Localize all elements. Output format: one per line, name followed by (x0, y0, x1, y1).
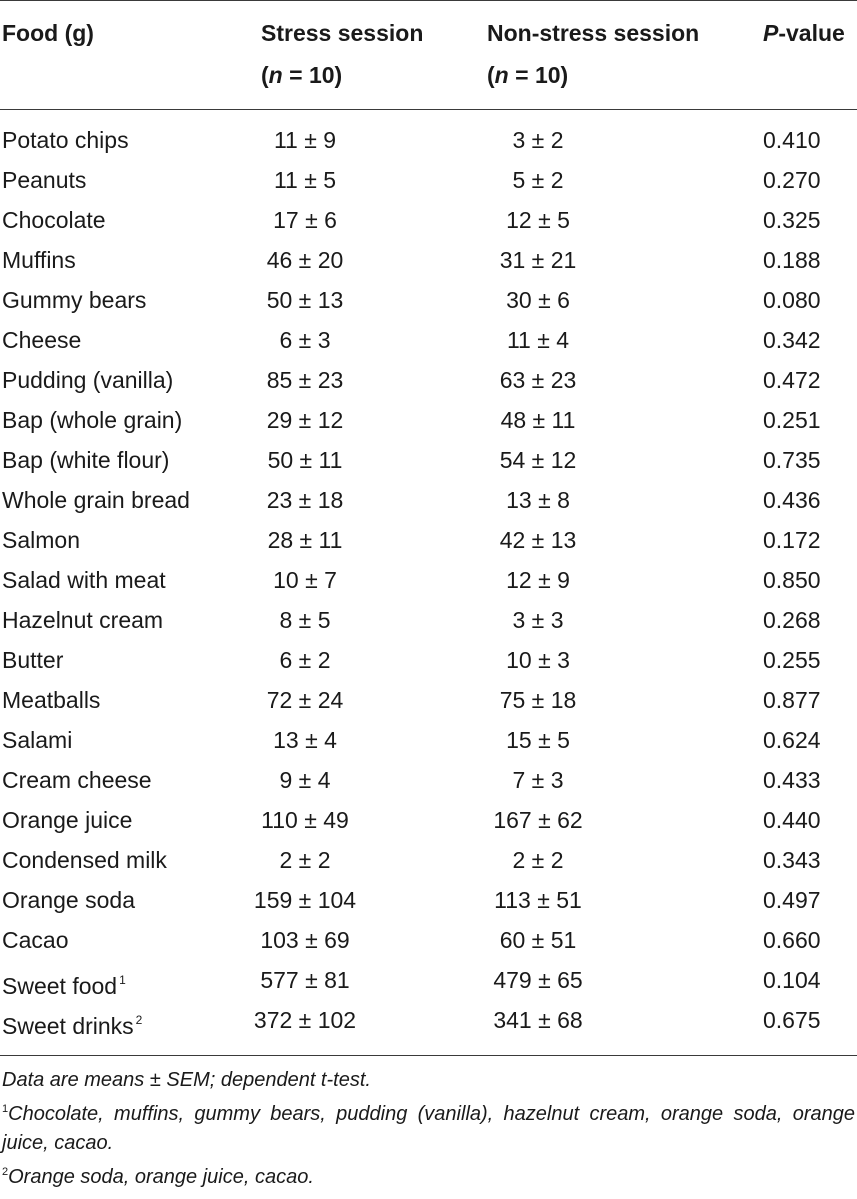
cell-food-label: Orange juice (2, 807, 133, 833)
cell-food-label: Sweet drinks (2, 1013, 134, 1039)
table-row (0, 800, 857, 840)
header-p-letter: P (763, 20, 779, 46)
cell-p-value: 0.735 (763, 447, 821, 473)
cell-p-value: 0.104 (763, 967, 821, 993)
cell-food-label: Orange soda (2, 887, 135, 913)
cell-food-footnote-mark: 1 (119, 973, 126, 987)
cell-p-value: 0.251 (763, 407, 821, 433)
cell-food (2, 880, 135, 920)
cell-nonstress: 3 ± 2 (512, 127, 564, 153)
cell-food (2, 600, 163, 640)
table-top-rule (0, 0, 857, 1)
cell-nonstress: 167 ± 62 (493, 807, 583, 833)
cell-p-value: 0.624 (763, 727, 821, 753)
table-footnotes (2, 1066, 855, 1192)
cell-food (2, 240, 76, 280)
table-row (0, 520, 857, 560)
cell-food (2, 720, 72, 760)
header-nonstress-session (487, 12, 699, 96)
cell-nonstress: 63 ± 23 (499, 367, 577, 393)
cell-food (2, 920, 68, 960)
cell-p-value: 0.268 (763, 607, 821, 633)
header-food-label: Food (g) (2, 20, 94, 46)
table-row (0, 920, 857, 960)
cell-p-value: 0.172 (763, 527, 821, 553)
header-stress-line1: Stress session (261, 20, 424, 46)
cell-p-value: 0.080 (763, 287, 821, 313)
cell-food-label: Salami (2, 727, 73, 753)
cell-stress: 6 ± 3 (279, 327, 331, 353)
header-stress-line2 (261, 54, 423, 96)
cell-nonstress: 42 ± 13 (499, 527, 577, 553)
cell-food (2, 640, 63, 680)
cell-food-label: Muffins (2, 247, 76, 273)
table-row (0, 680, 857, 720)
cell-nonstress: 2 ± 2 (512, 847, 564, 873)
cell-nonstress: 12 ± 9 (506, 567, 570, 593)
header-stress-n: n (268, 62, 283, 88)
cell-food-label: Condensed milk (2, 847, 167, 873)
footnote-2 (2, 1158, 855, 1192)
table-row (0, 400, 857, 440)
cell-p-value: 0.433 (763, 767, 821, 793)
table-row (0, 720, 857, 760)
cell-nonstress: 30 ± 6 (506, 287, 570, 313)
cell-nonstress: 341 ± 68 (493, 1007, 583, 1033)
cell-p-value: 0.343 (763, 847, 821, 873)
cell-stress: 85 ± 23 (266, 367, 344, 393)
table-row (0, 840, 857, 880)
cell-p-value: 0.660 (763, 927, 821, 953)
cell-nonstress: 10 ± 3 (506, 647, 570, 673)
table-row (0, 240, 857, 280)
header-p-value-label (763, 12, 845, 54)
table-row (0, 1000, 857, 1040)
cell-food (2, 400, 182, 440)
header-nonstress-n: n (494, 62, 509, 88)
cell-food (2, 760, 152, 800)
cell-food-label: Cacao (2, 927, 69, 953)
table-row (0, 600, 857, 640)
header-stress-session (261, 12, 423, 96)
cell-food (2, 840, 167, 880)
header-nonstress-n-value: = 10) (508, 62, 569, 88)
cell-food (2, 1000, 142, 1046)
cell-food-label: Salmon (2, 527, 80, 553)
cell-food-label: Potato chips (2, 127, 129, 153)
cell-stress: 159 ± 104 (253, 887, 357, 913)
table-row (0, 760, 857, 800)
cell-food-label: Chocolate (2, 207, 106, 233)
cell-food-label: Cream cheese (2, 767, 152, 793)
cell-food-label: Bap (white flour) (2, 447, 170, 473)
cell-stress: 6 ± 2 (279, 647, 331, 673)
table-row (0, 320, 857, 360)
cell-stress: 2 ± 2 (279, 847, 331, 873)
cell-stress: 23 ± 18 (266, 487, 344, 513)
cell-stress: 577 ± 81 (260, 967, 350, 993)
footnote-1-text: Chocolate, muffins, gummy bears, pudding (vanilla), hazelnut cream, orange soda, orange juice, cacao. (2, 1103, 855, 1154)
cell-food-label: Bap (whole grain) (2, 407, 183, 433)
cell-food (2, 320, 81, 360)
cell-nonstress: 113 ± 51 (494, 887, 582, 913)
cell-food (2, 680, 100, 720)
cell-nonstress: 11 ± 4 (506, 327, 570, 353)
cell-stress: 17 ± 6 (273, 207, 337, 233)
cell-stress: 8 ± 5 (279, 607, 331, 633)
cell-p-value: 0.342 (763, 327, 821, 353)
cell-p-value: 0.497 (763, 887, 821, 913)
table-row (0, 440, 857, 480)
cell-food (2, 160, 86, 200)
cell-stress: 46 ± 20 (266, 247, 344, 273)
cell-food (2, 360, 173, 400)
cell-food (2, 520, 80, 560)
cell-food (2, 440, 169, 480)
table-header (0, 12, 857, 102)
footnote-2-mark: 2 (2, 1166, 9, 1178)
cell-nonstress: 5 ± 2 (512, 167, 564, 193)
cell-food-label: Peanuts (2, 167, 87, 193)
cell-food-label: Meatballs (2, 687, 101, 713)
cell-food-label: Salad with meat (2, 567, 166, 593)
table-row (0, 120, 857, 160)
cell-food-label: Whole grain bread (2, 487, 190, 513)
cell-p-value: 0.410 (763, 127, 821, 153)
table-row (0, 640, 857, 680)
footnote-2-text: Orange soda, orange juice, cacao. (8, 1166, 314, 1188)
header-nonstress-line2 (487, 54, 699, 96)
cell-p-value: 0.255 (763, 647, 821, 673)
cell-p-value: 0.436 (763, 487, 821, 513)
cell-nonstress: 13 ± 8 (506, 487, 570, 513)
cell-nonstress: 12 ± 5 (506, 207, 570, 233)
cell-nonstress: 31 ± 21 (499, 247, 577, 273)
cell-food (2, 200, 106, 240)
cell-p-value: 0.675 (763, 1007, 821, 1033)
cell-nonstress: 479 ± 65 (493, 967, 583, 993)
cell-nonstress: 7 ± 3 (512, 767, 564, 793)
table-header-rule (0, 109, 857, 110)
cell-stress: 29 ± 12 (266, 407, 344, 433)
cell-stress: 10 ± 7 (273, 567, 337, 593)
cell-food-label: Gummy bears (2, 287, 147, 313)
cell-stress: 13 ± 4 (273, 727, 337, 753)
table-row (0, 560, 857, 600)
cell-nonstress: 3 ± 3 (512, 607, 564, 633)
cell-nonstress: 54 ± 12 (499, 447, 577, 473)
table-row (0, 280, 857, 320)
footnote-1-mark: 1 (2, 1103, 9, 1115)
header-food (2, 12, 94, 54)
header-stress-paren-open: ( (261, 62, 269, 88)
cell-p-value: 0.850 (763, 567, 821, 593)
table-row (0, 880, 857, 920)
cell-food (2, 560, 166, 600)
cell-food (2, 480, 190, 520)
cell-nonstress: 75 ± 18 (499, 687, 577, 713)
table-row (0, 360, 857, 400)
cell-food (2, 280, 146, 320)
table-row (0, 480, 857, 520)
header-p-value (763, 12, 845, 54)
cell-p-value: 0.877 (763, 687, 821, 713)
cell-food-label: Cheese (2, 327, 82, 353)
cell-p-value: 0.440 (763, 807, 821, 833)
cell-stress: 103 ± 69 (260, 927, 350, 953)
cell-food (2, 120, 129, 160)
table-row (0, 960, 857, 1000)
cell-stress: 28 ± 11 (267, 527, 343, 553)
cell-p-value: 0.188 (763, 247, 821, 273)
cell-nonstress: 48 ± 11 (500, 407, 576, 433)
table-body (0, 120, 857, 1040)
cell-stress: 50 ± 11 (267, 447, 343, 473)
cell-stress: 11 ± 9 (273, 127, 337, 153)
cell-nonstress: 15 ± 5 (506, 727, 570, 753)
cell-stress: 372 ± 102 (253, 1007, 357, 1033)
header-stress-n-value: = 10) (282, 62, 343, 88)
cell-stress: 9 ± 4 (279, 767, 331, 793)
cell-p-value: 0.325 (763, 207, 821, 233)
table-row (0, 200, 857, 240)
cell-stress: 11 ± 5 (273, 167, 337, 193)
footnote-1 (2, 1095, 855, 1158)
cell-stress: 72 ± 24 (266, 687, 344, 713)
cell-food-footnote-mark: 2 (135, 1013, 143, 1027)
header-nonstress-line1: Non-stress session (487, 20, 700, 46)
cell-food-label: Butter (2, 647, 64, 673)
header-p-suffix: -value (778, 20, 845, 46)
cell-nonstress: 60 ± 51 (499, 927, 577, 953)
footnote-main: Data are means ± SEM; dependent t-test. (2, 1069, 371, 1091)
table-row (0, 160, 857, 200)
cell-food-label: Sweet food (2, 973, 118, 999)
table-bottom-rule (0, 1055, 857, 1056)
cell-food (2, 800, 132, 840)
cell-p-value: 0.270 (763, 167, 821, 193)
cell-food-label: Pudding (vanilla) (2, 367, 174, 393)
cell-stress: 110 ± 49 (261, 807, 349, 833)
cell-stress: 50 ± 13 (266, 287, 344, 313)
header-nonstress-paren-open: ( (487, 62, 495, 88)
cell-p-value: 0.472 (763, 367, 821, 393)
cell-food-label: Hazelnut cream (2, 607, 164, 633)
